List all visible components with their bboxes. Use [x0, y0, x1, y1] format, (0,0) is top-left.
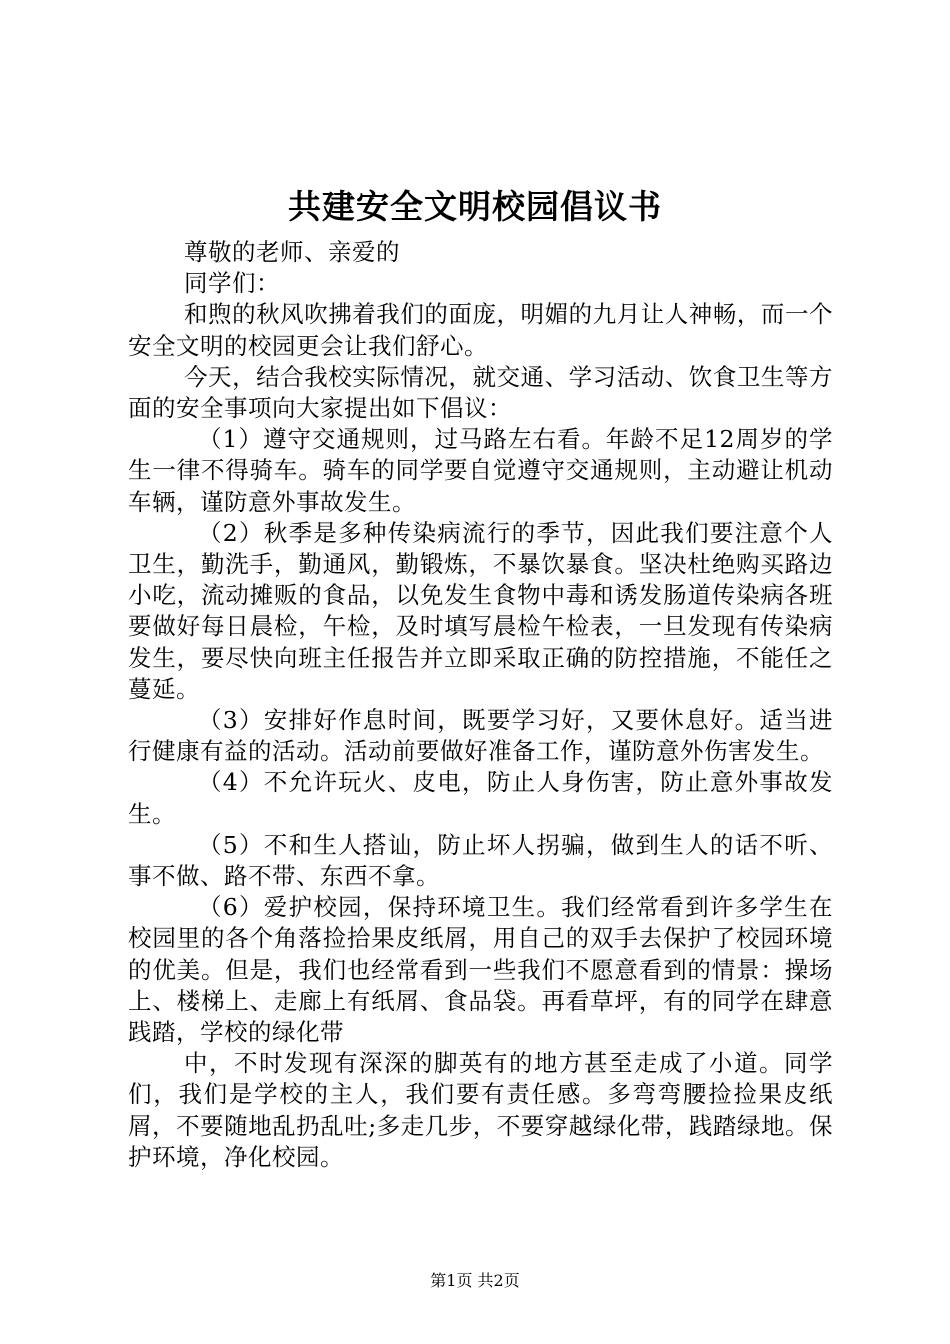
greeting-line-1: 尊敬的老师、亲爱的 — [184, 238, 400, 266]
proposal-item-3: （3）安排好作息时间，既要学习好，又要休息好。适当进行健康有益的活动。活动前要做好准备工作，谨防意外伤害发生。 — [128, 706, 833, 766]
proposal-item-4: （4）不允许玩火、皮电，防止人身伤害，防止意外事故发生。 — [128, 768, 833, 828]
paragraph-continuation: 中，不时发现有深深的脚英有的地方甚至走成了小道。同学们，我们是学校的主人，我们要有责任感。多弯弯腰捡捡果皮纸屑，不要随地乱扔乱吐;多走几步，不要穿越绿化带，践踏绿地。保护环境，净化校园。 — [128, 1049, 833, 1171]
proposal-item-1: （1）遵守交通规则，过马路左右看。年龄不足12周岁的学生一律不得骑车。骑车的同学要自觉遵守交通规则，主动避让机动车辆，谨防意外事故发生。 — [128, 425, 833, 516]
paragraph-today: 今天，结合我校实际情况，就交通、学习活动、饮食卫生等方面的安全事项向大家提出如下倡议： — [128, 362, 833, 423]
proposal-item-2: （2）秋季是多种传染病流行的季节，因此我们要注意个人卫生，勤洗手，勤通风，勤锻炼，不暴饮暴食。坚决杜绝购买路边小吃，流动摊贩的食品，以免发生食物中毒和诱发肠道传染病各班要做好每日晨检，午检，及时填写晨检午检表，一旦发现有传染病发生，要尽快向班主任报告并立即采取正确的防控措施，不能任之蔓延。 — [128, 518, 833, 703]
proposal-item-6: （6）爱护校园，保持环境卫生。我们经常看到许多学生在校园里的各个角落捡拾果皮纸屑，用自己的双手去保护了校园环境的优美。但是，我们也经常看到一些我们不愿意看到的情景：操场上、楼梯上、走廊上有纸屑、食品袋。再看草坪，有的同学在肆意践踏，学校的绿化带 — [128, 893, 833, 1047]
document-title: 共建安全文明校园倡议书 — [288, 187, 662, 226]
greeting-line-2: 同学们： — [184, 269, 280, 298]
document-body — [128, 237, 833, 1173]
proposal-item-5: （5）不和生人搭讪，防止坏人拐骗，做到生人的话不听、事不做、路不带、东西不拿。 — [128, 830, 833, 891]
page-footer: 第1页 共2页 — [430, 1271, 520, 1290]
paragraph-intro: 和煦的秋风吹拂着我们的面庞，明媚的九月让人神畅，而一个安全文明的校园更会让我们舒心。 — [128, 300, 833, 360]
